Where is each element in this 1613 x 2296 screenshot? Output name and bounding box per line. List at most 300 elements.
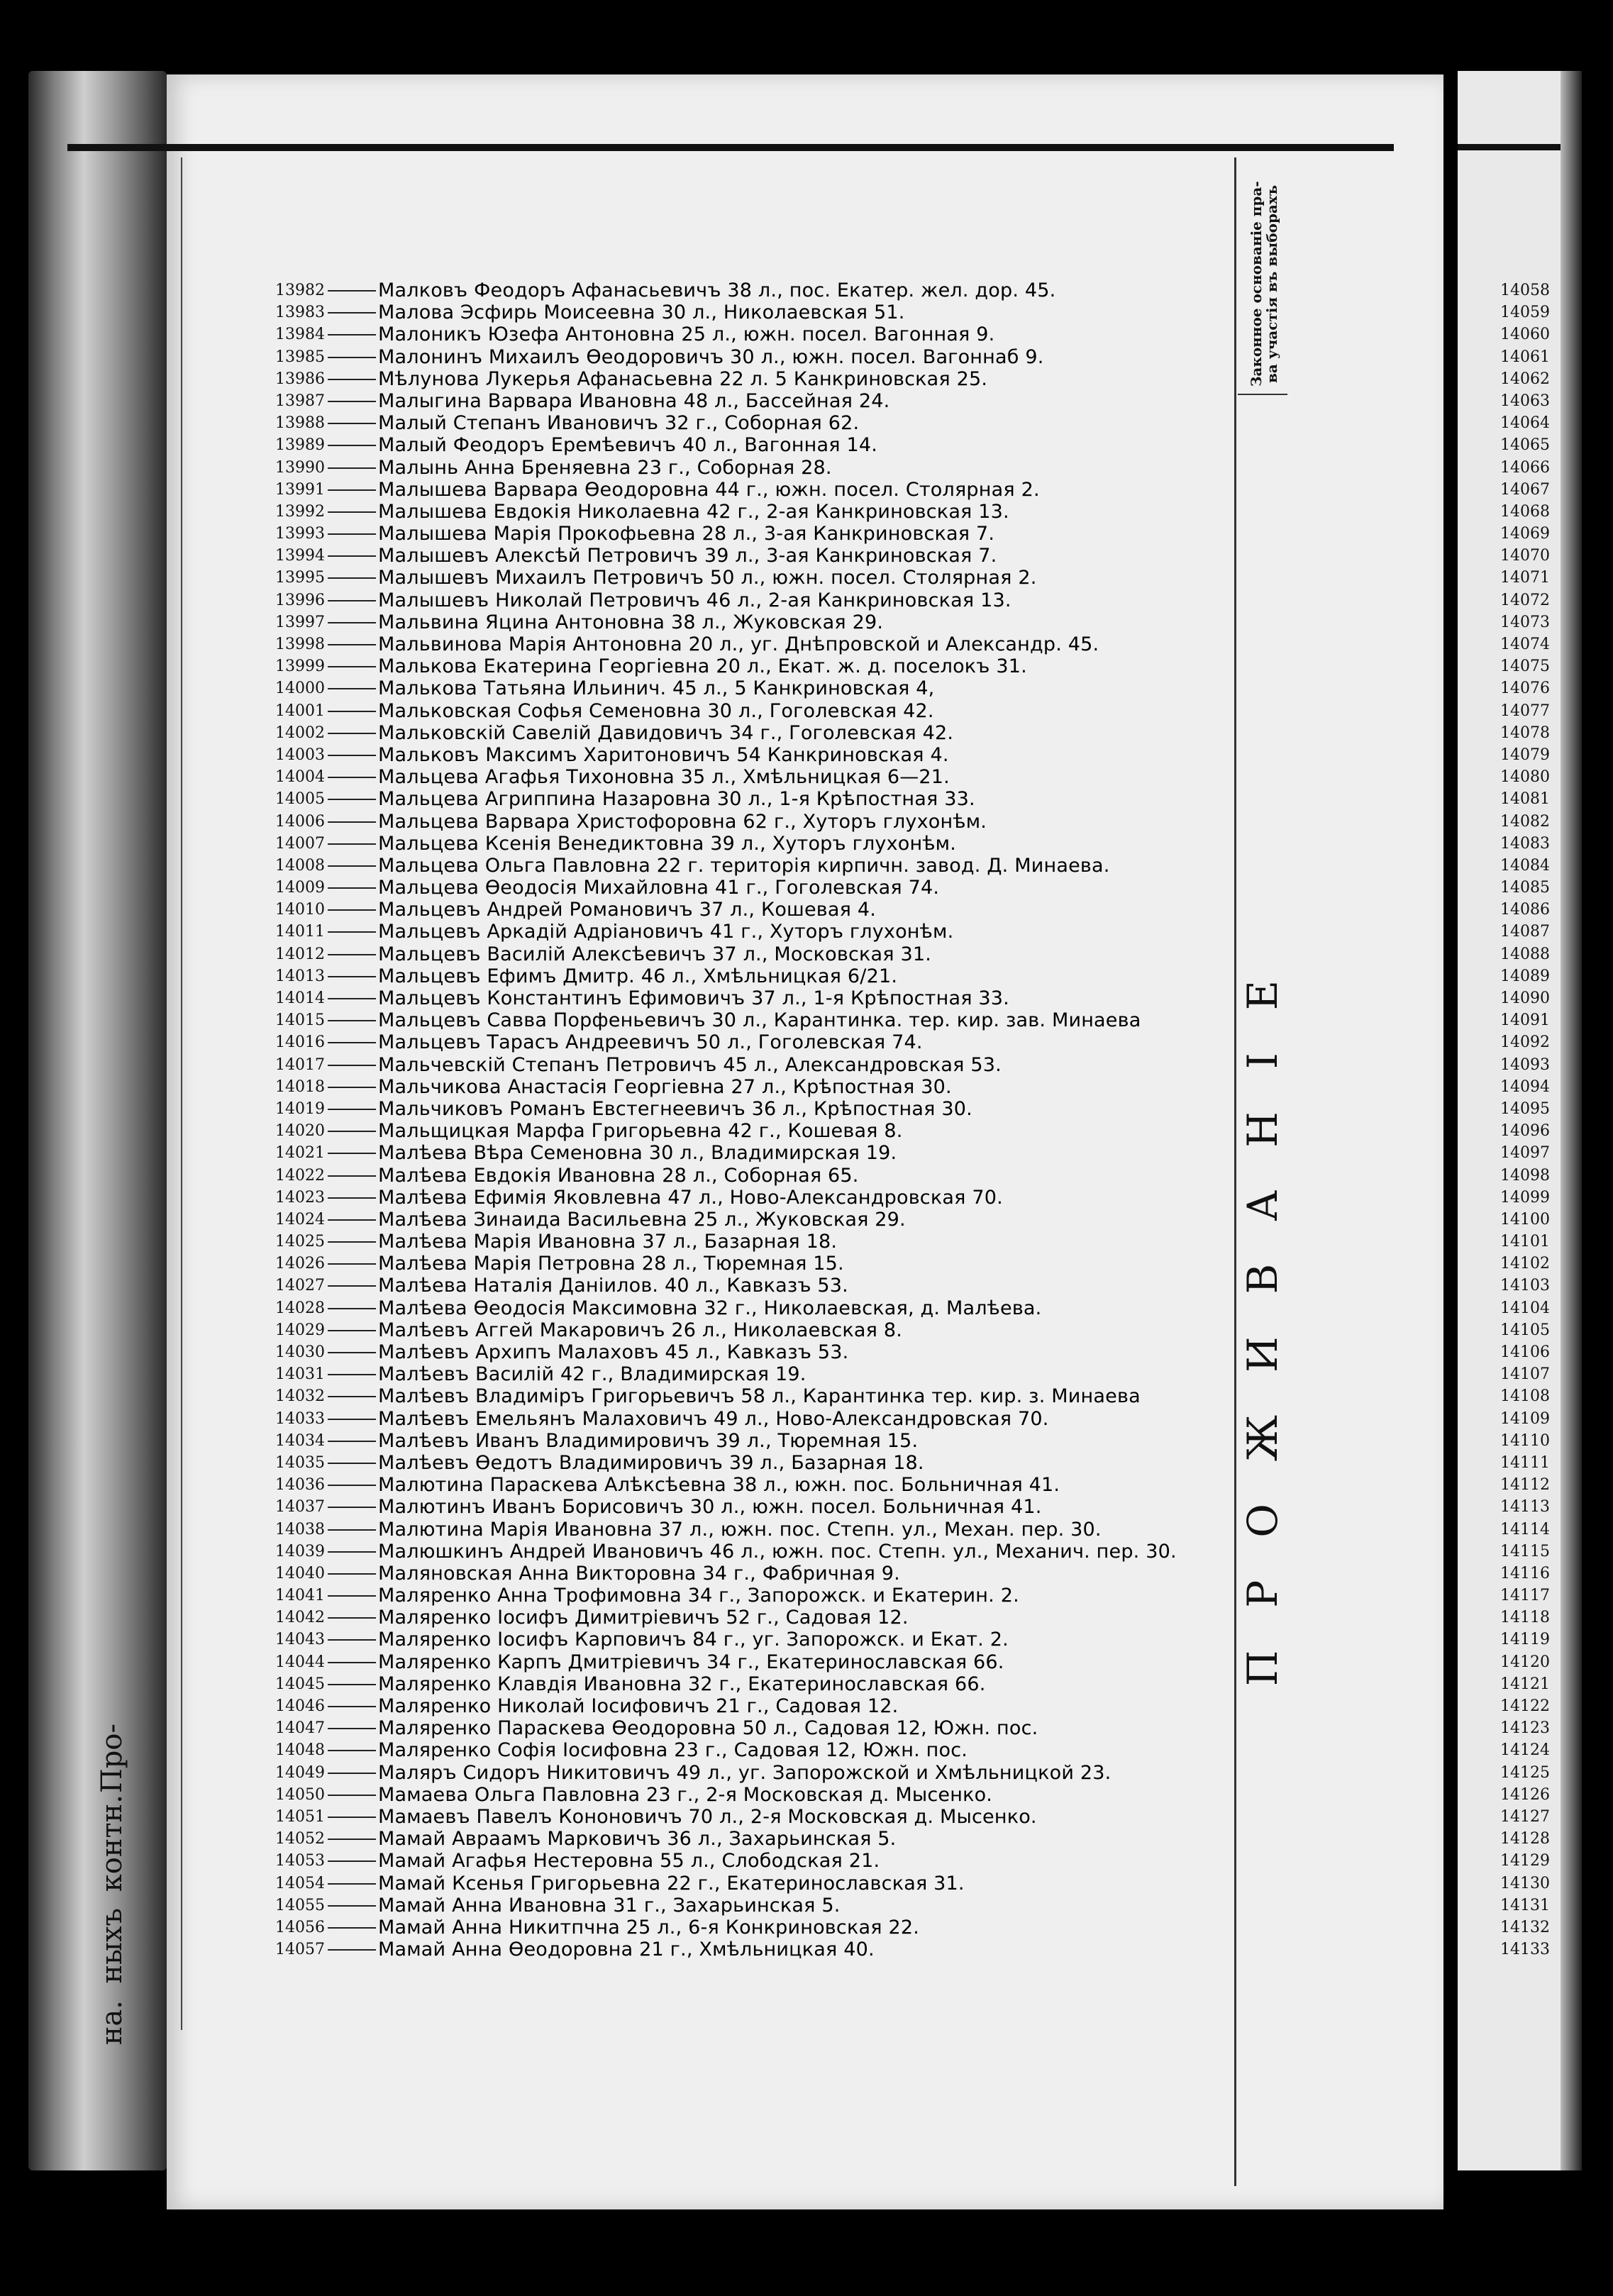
next-page-number: 14068 [1500,502,1550,521]
leader-line [328,843,376,845]
next-page-number: 14122 [1500,1697,1550,1715]
entry-number: 13991 [275,480,325,499]
list-item [0,677,1234,699]
list-item [0,1009,1234,1031]
leader-line [328,1285,376,1287]
entry-number: 13992 [275,502,325,521]
entry-number: 14010 [275,901,325,919]
next-page-number: 14127 [1500,1807,1550,1826]
entry-number: 13994 [275,547,325,565]
list-item [0,921,1234,943]
entry-text: Маляренко Іосифъ Димитріевичъ 52 г., Садовая 12. [378,1607,909,1629]
next-page-number: 14059 [1500,304,1550,322]
list-item [0,1098,1234,1120]
next-page-number: 14071 [1500,569,1550,587]
next-page-number: 14091 [1500,1011,1550,1030]
voter-list [0,279,1234,1961]
list-item [0,1231,1234,1253]
list-item [0,479,1234,501]
entry-text: Маляновская Анна Викторовна 34 г., Фабричная 9. [378,1562,900,1585]
list-item [0,1209,1234,1231]
leader-line [328,1728,376,1729]
leader-line [328,1617,376,1619]
entry-number: 13985 [275,348,325,366]
entry-number: 14024 [275,1210,325,1229]
leader-line [328,290,376,292]
next-page-number: 14118 [1500,1609,1550,1627]
entry-number: 14053 [275,1852,325,1870]
entry-number: 14057 [275,1941,325,1959]
leader-line [328,1241,376,1243]
leader-line [328,755,376,756]
next-page-number: 14111 [1500,1453,1550,1472]
entry-number: 14035 [275,1453,325,1472]
next-page-number: 14067 [1500,480,1550,499]
list-item [0,1031,1234,1053]
leader-line [328,1860,376,1862]
list-item [0,965,1234,987]
entry-text: Малышева Варвара Өеодоровна 44 г., южн. посел. Столярная 2. [378,478,1040,501]
entry-text: Малѣева Марія Ивановна 37 л., Базарная 18. [378,1231,838,1253]
next-page-number: 14106 [1500,1343,1550,1361]
next-page-number: 14063 [1500,392,1550,410]
entry-number: 14034 [275,1431,325,1450]
entry-number: 14041 [275,1587,325,1605]
leader-line [328,401,376,402]
entry-text: Мамай Агафья Нестеровна 55 л., Слободская 21. [378,1850,880,1873]
next-page-number: 14133 [1500,1941,1550,1959]
next-page-number: 14077 [1500,701,1550,720]
entry-text: Малѣева Вѣра Семеновна 30 л., Владимирская 19. [378,1142,897,1165]
next-page-number: 14065 [1500,436,1550,455]
spine-label: контн. [96,1795,128,1892]
list-item [0,412,1234,434]
list-item [0,1297,1234,1319]
leader-line [328,555,376,557]
next-page-number: 14086 [1500,901,1550,919]
entry-number: 13999 [275,658,325,676]
leader-line [328,1087,376,1088]
leader-line [328,1197,376,1199]
entry-text: Мальчикова Анастасія Георгіевна 27 л., Крѣпостная 30. [378,1075,952,1098]
next-page-number: 14078 [1500,723,1550,742]
entry-number: 13993 [275,525,325,543]
leader-line [328,1773,376,1774]
leader-line [328,1419,376,1420]
leader-line [328,733,376,734]
leader-line [328,887,376,889]
entry-number: 13987 [275,392,325,410]
entry-text: Мальцева Агриппина Назаровна 30 л., 1-я Крѣпостная 33. [378,788,975,811]
entry-text: Мальцевъ Тарасъ Андреевичъ 50 л., Гоголевская 74. [378,1031,923,1054]
leader-line [328,1684,376,1685]
entry-text: Мальцевъ Василій Алексѣевичъ 37 л., Московская 31. [378,943,932,965]
list-item [0,1673,1234,1695]
leader-line [328,533,376,535]
next-page-number: 14088 [1500,945,1550,963]
leader-line [328,622,376,623]
next-page-number: 14089 [1500,967,1550,985]
next-page-number: 14113 [1500,1498,1550,1516]
list-item [0,1452,1234,1474]
list-item [0,501,1234,523]
entry-number: 14008 [275,856,325,875]
entry-number: 14030 [275,1343,325,1361]
entry-text: Малѣевъ Емельянъ Малаховичъ 49 л., Ново-Александровская 70. [378,1407,1049,1430]
entry-text: Малышевъ Алексѣй Петровичъ 39 л., 3-ая Канкриновская 7. [378,545,997,567]
list-item [0,1850,1234,1872]
list-item [0,899,1234,921]
list-item [0,279,1234,301]
list-item [0,1739,1234,1761]
entry-number: 14017 [275,1055,325,1074]
next-page-number: 14126 [1500,1785,1550,1804]
entry-text: Малоникъ Юзефа Антоновна 25 л., южн. посел. Вагонная 9. [378,323,995,346]
list-item [0,1762,1234,1784]
entry-number: 14026 [275,1255,325,1273]
entry-number: 14032 [275,1387,325,1406]
list-item [0,1873,1234,1895]
next-page-number: 14115 [1500,1542,1550,1560]
next-page-number: 14114 [1500,1520,1550,1538]
leader-line [328,1131,376,1132]
list-item [0,1142,1234,1164]
entry-number: 13995 [275,569,325,587]
entry-number: 14043 [275,1631,325,1649]
list-item [0,1363,1234,1385]
leader-line [328,1175,376,1177]
leader-line [328,799,376,800]
entry-number: 14040 [275,1564,325,1582]
next-page-number: 14102 [1500,1255,1550,1273]
section-label-box [1238,709,1287,1915]
list-item [0,457,1234,479]
list-item [0,1408,1234,1430]
next-page-numbers [1465,279,1550,1961]
entry-text: Мальчиковъ Романъ Евстегнеевичъ 36 л., Крѣпостная 30. [378,1097,972,1120]
next-page-number: 14064 [1500,414,1550,433]
entry-number: 14022 [275,1166,325,1185]
entry-text: Маляренко Клавдія Ивановна 32 г., Екатеринославская 66. [378,1673,986,1695]
spine-label: ныхъ [96,1908,128,1984]
next-page-number: 14119 [1500,1631,1550,1649]
list-item [0,1828,1234,1850]
next-page-number: 14094 [1500,1077,1550,1096]
next-page-number: 14097 [1500,1144,1550,1163]
next-page-number: 14105 [1500,1321,1550,1339]
leader-line [328,1817,376,1818]
entry-text: Мальвинова Марія Антоновна 20 л., уг. Днѣпровской и Александр. 45. [378,633,1099,655]
entry-text: Малюшкинъ Андрей Ивановичъ 46 л., южн. пос. Степн. ул., Механич. пер. 30. [378,1540,1177,1563]
entry-number: 14027 [275,1277,325,1295]
entry-text: Малютинъ Иванъ Борисовичъ 30 л., южн. посел. Больничная 41. [378,1496,1042,1519]
entry-number: 14056 [275,1918,325,1936]
entry-number: 14031 [275,1365,325,1384]
leader-line [328,1396,376,1397]
list-item [0,1275,1234,1297]
entry-number: 14006 [275,812,325,831]
leader-line [328,1352,376,1353]
list-item [0,766,1234,788]
entry-text: Маляренко Николай Іосифовичъ 21 г., Садовая 12. [378,1695,899,1717]
entry-text: Мальцева Ксенія Венедиктовна 39 л., Хуторъ глухонѣм. [378,832,957,855]
leader-line [328,1065,376,1066]
next-page-number: 14061 [1500,348,1550,366]
next-page-number: 14128 [1500,1830,1550,1848]
list-item [0,788,1234,810]
list-item [0,943,1234,965]
entry-number: 13983 [275,304,325,322]
entry-text: Мальцевъ Андрей Романовичъ 37 л., Кошевая 4. [378,899,876,921]
entry-number: 13989 [275,436,325,455]
list-item [0,655,1234,677]
next-page-number: 14130 [1500,1874,1550,1892]
next-page-number: 14062 [1500,370,1550,388]
leader-line [328,357,376,358]
entry-text: Маляренко Анна Трофимовна 34 г., Запорожск. и Екатерин. 2. [378,1585,1019,1607]
entry-number: 14039 [275,1542,325,1560]
list-item [0,811,1234,833]
column-header [1238,160,1287,395]
entry-text: Малѣевъ Владиміръ Григорьевичъ 58 л., Карантинка тер. кир. з. Минаева [378,1385,1141,1408]
list-item [0,1585,1234,1607]
entry-number: 14038 [275,1520,325,1538]
list-item [0,589,1234,611]
entry-text: Маляренко Іосифъ Карповичъ 84 г., уг. Запорожск. и Екат. 2. [378,1629,1009,1651]
leader-line [328,445,376,446]
next-page-number: 14103 [1500,1277,1550,1295]
entry-text: Малѣева Ефимія Яковлевна 47 л., Ново-Александровская 70. [378,1186,1003,1209]
list-item [0,1607,1234,1629]
leader-line [328,1639,376,1641]
leader-line [328,600,376,601]
entry-text: Малѣева Наталія Даніилов. 40 л., Кавказъ 53. [378,1275,848,1297]
next-page-number: 14125 [1500,1763,1550,1782]
leader-line [328,1905,376,1907]
leader-line [328,1949,376,1951]
entry-text: Малькова Екатерина Георгіевна 20 л., Екат. ж. д. поселокъ 31. [378,655,1027,678]
leader-line [328,711,376,712]
entry-number: 14052 [275,1830,325,1848]
entry-text: Мальщицкая Марфа Григорьевна 42 г., Кошевая 8. [378,1120,903,1143]
next-page-number: 14070 [1500,547,1550,565]
list-item [0,1784,1234,1806]
entry-text: Малѣевъ Иванъ Владимировичъ 39 л., Тюремная 15. [378,1429,919,1452]
next-page-number: 14095 [1500,1099,1550,1118]
next-page-number: 14083 [1500,834,1550,853]
entry-number: 14029 [275,1321,325,1339]
leader-line [328,998,376,999]
entry-text: Малѣевъ Өедотъ Владимировичъ 39 л., Базарная 18. [378,1451,924,1474]
column-header-text: Законное основаніе пра-ва участія въ выборахъ [1248,181,1280,387]
list-item [0,1253,1234,1275]
leader-line [328,1927,376,1929]
leader-line [328,821,376,823]
entry-number: 14044 [275,1653,325,1671]
list-item [0,1895,1234,1917]
entry-number: 14047 [275,1719,325,1738]
next-page-number: 14080 [1500,768,1550,787]
entry-number: 14005 [275,790,325,809]
leader-line [328,1595,376,1597]
list-item [0,390,1234,412]
entry-number: 14055 [275,1896,325,1914]
leader-line [328,954,376,955]
entry-number: 13988 [275,414,325,433]
leader-line [328,666,376,667]
leader-line [328,577,376,579]
leader-line [328,931,376,933]
next-page-number: 14082 [1500,812,1550,831]
entry-text: Мальцевъ Константинъ Ефимовичъ 37 л., 1-я Крѣпостная 33. [378,987,1009,1009]
entry-number: 13997 [275,613,325,631]
leader-line [328,467,376,469]
list-item [0,855,1234,877]
entry-text: Мальцевъ Савва Порфеньевичъ 30 л., Карантинка. тер. кир. зав. Минаева [378,1009,1141,1032]
next-page-number: 14132 [1500,1918,1550,1936]
list-item [0,1319,1234,1341]
next-page-number: 14121 [1500,1675,1550,1693]
leader-line [328,644,376,645]
list-item [0,567,1234,589]
leader-line [328,976,376,977]
entry-number: 13984 [275,326,325,344]
leader-line [328,1153,376,1154]
entry-number: 14011 [275,923,325,941]
list-item [0,1430,1234,1452]
next-page-number: 14087 [1500,923,1550,941]
next-page-number: 14069 [1500,525,1550,543]
entry-number: 14001 [275,701,325,720]
entry-text: Малютина Марія Ивановна 37 л., южн. пос. Степн. ул., Механ. пер. 30. [378,1518,1102,1541]
top-rule [67,144,1394,151]
list-item [0,1563,1234,1585]
entry-text: Малышевъ Николай Петровичъ 46 л., 2-ая Канкриновская 13. [378,589,1011,611]
next-page-number: 14110 [1500,1431,1550,1450]
entry-text: Мальцева Варвара Христофоровна 62 г., Хуторъ глухонѣм. [378,810,987,833]
list-item [0,611,1234,633]
entry-number: 14002 [275,723,325,742]
leader-line [328,379,376,380]
list-item [0,523,1234,545]
entry-text: Малѣева Өеодосія Максимовна 32 г., Николаевская, д. Малѣева. [378,1297,1042,1319]
entry-number: 13996 [275,591,325,609]
leader-line [328,1795,376,1796]
list-item [0,1695,1234,1717]
next-page-number: 14093 [1500,1055,1550,1074]
next-page-number: 14072 [1500,591,1550,609]
list-item [0,1939,1234,1961]
entry-number: 14016 [275,1033,325,1052]
leader-line [328,1219,376,1221]
leader-line [328,909,376,911]
next-page-number: 14131 [1500,1896,1550,1914]
entry-number: 14051 [275,1807,325,1826]
next-page-number: 14098 [1500,1166,1550,1185]
leader-line [328,1441,376,1442]
leader-line [328,423,376,424]
entry-text: Малыгина Варвара Ивановна 48 л., Бассейная 24. [378,389,890,412]
entry-number: 14054 [275,1874,325,1892]
entry-text: Малова Эсфирь Моисеевна 30 л., Николаевская 51. [378,301,905,324]
entry-text: Мальцева Өеодосія Михайловна 41 г., Гоголевская 74. [378,877,940,899]
next-page-number: 14074 [1500,636,1550,653]
entry-text: Маляренко Параскева Өеодоровна 50 л., Садовая 12, Южн. пос. [378,1717,1038,1740]
list-item [0,1474,1234,1496]
entry-number: 14048 [275,1741,325,1760]
entry-text: Мальцевъ Ефимъ Дмитр. 46 л., Хмѣльницкая 6/21. [378,965,898,987]
next-page-number: 14081 [1500,790,1550,809]
next-page-number: 14116 [1500,1564,1550,1582]
leader-line [328,1662,376,1663]
entry-text: Мальковскій Савелій Давидовичъ 34 г., Гоголевская 42. [378,721,954,744]
entry-number: 14036 [275,1476,325,1494]
entry-number: 14019 [275,1099,325,1118]
list-item [0,434,1234,456]
entry-text: Малый Степанъ Ивановичъ 32 г., Соборная 62. [378,412,860,435]
entry-text: Маляръ Сидоръ Никитовичъ 49 л., уг. Запорожской и Хмѣльницкой 23. [378,1761,1112,1784]
entry-text: Малютина Параскева Алѣксѣевна 38 л., южн. пос. Больничная 41. [378,1474,1060,1497]
next-page-number: 14099 [1500,1188,1550,1207]
page-edge [1561,71,1582,2170]
list-item [0,545,1234,567]
entry-number: 14009 [275,879,325,897]
list-item [0,301,1234,323]
entry-text: Мамай Анна Өеодоровна 21 г., Хмѣльницкая 40. [378,1939,875,1961]
leader-line [328,1020,376,1021]
entry-number: 14037 [275,1498,325,1516]
list-item [0,1541,1234,1563]
entry-text: Маляренко Карпъ Дмитріевичъ 34 г., Екатеринославская 66. [378,1651,1004,1673]
list-item [0,633,1234,655]
entry-text: Малый Феодоръ Еремѣевичъ 40 л., Вагонная 14. [378,434,878,457]
leader-line [328,1308,376,1309]
leader-line [328,1263,376,1265]
entry-number: 14028 [275,1299,325,1317]
spine-label: Про- [96,1724,128,1794]
entry-text: Малѣева Марія Петровна 28 л., Тюремная 15. [378,1253,844,1275]
next-page-number: 14107 [1500,1365,1550,1384]
entry-number: 13998 [275,636,325,653]
next-page-number: 14073 [1500,613,1550,631]
leader-line [328,1109,376,1110]
next-page-number: 14075 [1500,658,1550,676]
leader-line [328,865,376,867]
entry-text: Малѣевъ Архипъ Малаховъ 45 л., Кавказъ 53. [378,1341,849,1363]
next-page-number: 14129 [1500,1852,1550,1870]
list-item [0,1385,1234,1407]
next-page-number: 14085 [1500,879,1550,897]
next-page-number: 14079 [1500,745,1550,764]
leader-line [328,1529,376,1531]
next-page-number: 14066 [1500,458,1550,477]
leader-line [328,1706,376,1707]
list-item [0,346,1234,368]
entry-text: Мальковъ Максимъ Харитоновичъ 54 Канкриновская 4. [378,743,949,766]
next-page-number: 14123 [1500,1719,1550,1738]
next-page-strip [1458,71,1582,2170]
entry-number: 14045 [275,1675,325,1693]
list-item [0,1519,1234,1541]
list-item [0,744,1234,766]
leader-line [328,777,376,778]
leader-line [328,1883,376,1885]
next-page-number: 14092 [1500,1033,1550,1052]
entry-text: Малковъ Феодоръ Афанасьевичъ 38 л., пос. Екатер. жел. дор. 45. [378,279,1056,301]
leader-line [328,1839,376,1840]
entry-text: Малонинъ Михаилъ Өеодоровичъ 30 л., южн. посел. Вагоннаб 9. [378,345,1044,368]
entry-text: Малѣевъ Аггей Макаровичъ 26 л., Николаевская 8. [378,1319,903,1341]
